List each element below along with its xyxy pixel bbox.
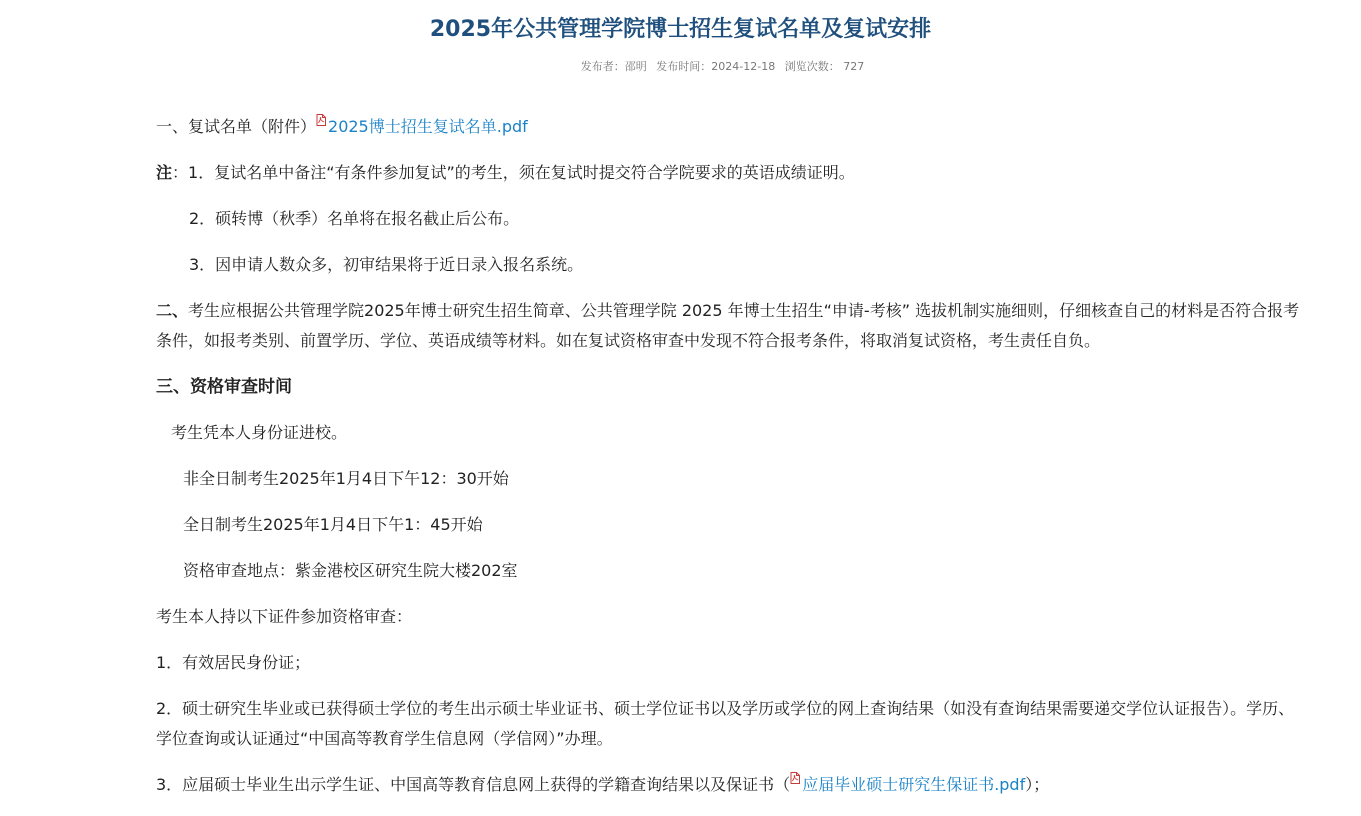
- publish-time: 发布时间：2024-12-18: [656, 60, 776, 73]
- note-3: 3．因申请人数众多，初审结果将于近日录入报名系统。: [189, 255, 584, 274]
- document-item-3: [156, 770, 1301, 800]
- parttime-schedule: 非全日制考生2025年1月4日下午12：30开始: [183, 469, 509, 488]
- guarantee-letter-pdf-link[interactable]: 应届毕业硕士研究生保证书.pdf: [802, 775, 1026, 794]
- section-2: [156, 296, 1301, 356]
- note-1-text: ：1．复试名单中备注“有条件参加复试”的考生，须在复试时提交符合学院要求的英语成绩证明。: [172, 163, 855, 182]
- id-note: 考生凭本人身份证进校。: [171, 423, 348, 442]
- document-item-3-suffix: ）；: [1025, 775, 1050, 794]
- page-title: 2025年公共管理学院博士招生复试名单及复试安排: [429, 17, 932, 42]
- fulltime-schedule: 全日制考生2025年1月4日下午1：45开始: [183, 515, 483, 534]
- views: [785, 60, 865, 73]
- section-1-label: 一、复试名单（附件）: [156, 117, 317, 136]
- article-body: [156, 112, 1301, 816]
- views-label: 浏览次数：: [784, 60, 840, 73]
- document-item-2: 2．硕士研究生毕业或已获得硕士学位的考生出示硕士毕业证书、硕士学位证书以及学历或学位的网上查询结果（如没有查询结果需要递交学位认证报告）。学历、学位查询或认证通过“中国高等教育学生信息网（学信网）”办理。: [156, 699, 1295, 748]
- section-2-text: 考生应根据公共管理学院2025年博士研究生招生简章、公共管理学院 2025 年博士生招生“申请-考核” 选拔机制实施细则，仔细核查自己的材料是否符合报考条件，如报考类别、前置学历、学位、英语成绩等材料。如在复试资格审查中发现不符合报考条件，将取消复试资格，考生责任自负。: [156, 301, 1300, 350]
- document-item-3-text: 3．应届硕士毕业生出示学生证、中国高等教育信息网上获得的学籍查询结果以及保证书（: [156, 775, 791, 794]
- document-item-1: 1．有效居民身份证；: [156, 653, 311, 672]
- note-1: [156, 158, 1301, 188]
- section-2-label: 二、: [156, 301, 189, 320]
- note-label: 注: [156, 163, 173, 182]
- pdf-file-icon: [316, 114, 326, 126]
- article-meta: [0, 58, 1361, 76]
- section-1: [156, 112, 1301, 142]
- publisher: 发布者：邵明: [580, 60, 647, 73]
- views-count: 727: [843, 60, 865, 73]
- documents-intro: 考生本人持以下证件参加资格审查：: [156, 607, 413, 626]
- section-3-heading: 三、资格审查时间: [156, 377, 292, 397]
- pdf-file-icon: [790, 772, 800, 784]
- review-location: 资格审查地点：紫金港校区研究生院大楼202室: [183, 561, 518, 580]
- exam-list-pdf-link[interactable]: 2025博士招生复试名单.pdf: [328, 117, 528, 136]
- note-2: 2．硕转博（秋季）名单将在报名截止后公布。: [189, 209, 520, 228]
